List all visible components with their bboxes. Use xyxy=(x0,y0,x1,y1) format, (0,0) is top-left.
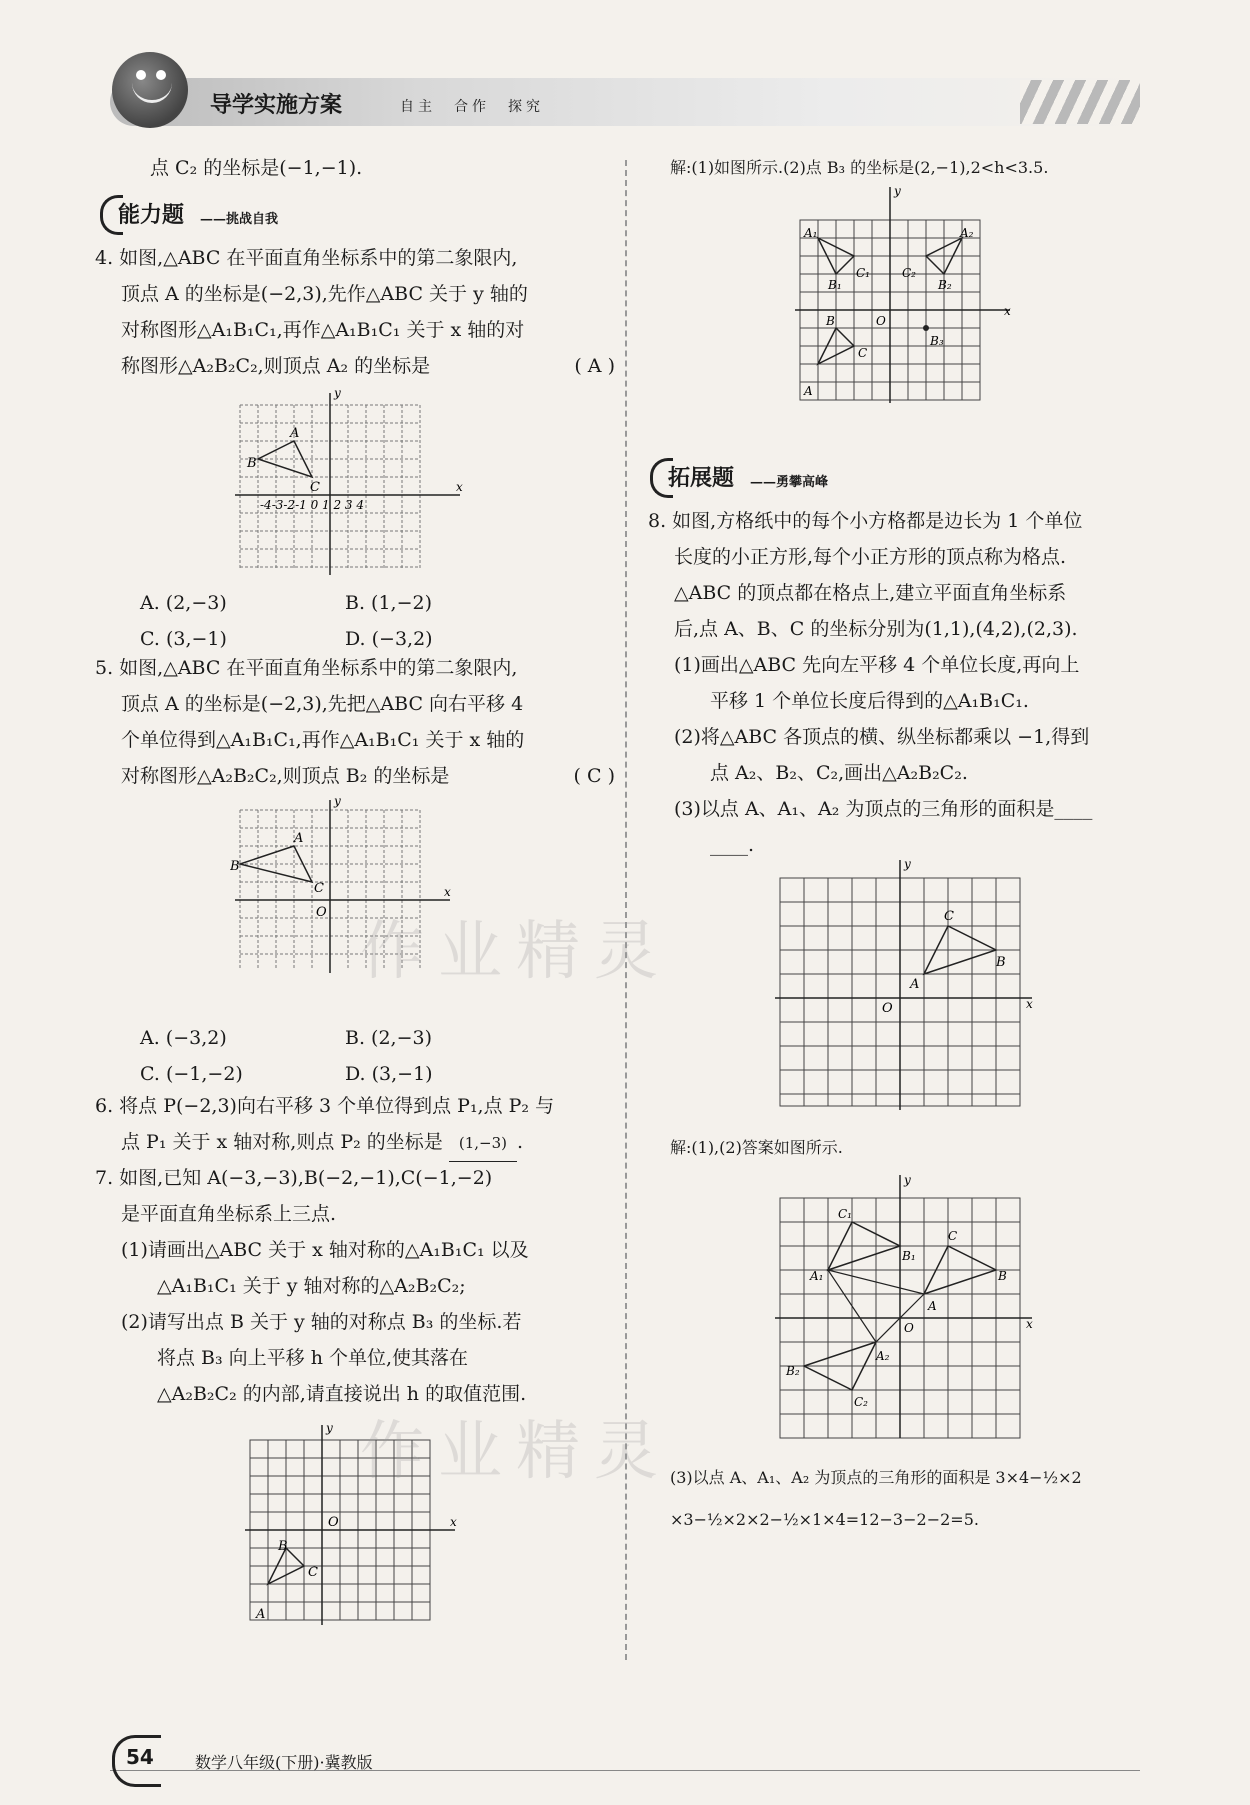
svg-text:O: O xyxy=(316,905,327,920)
svg-text:B₂: B₂ xyxy=(938,278,952,292)
q8-line: ____. xyxy=(710,834,755,856)
section-subtitle-extension: ——勇攀高峰 xyxy=(750,475,829,490)
svg-text:x: x xyxy=(1004,304,1011,318)
q5-line: 对称图形△A₂B₂C₂,则顶点 B₂ 的坐标是 xyxy=(121,765,450,787)
q7-line: 7. 如图,已知 A(−3,−3),B(−2,−1),C(−1,−2) xyxy=(95,1167,493,1189)
svg-text:C: C xyxy=(314,881,324,896)
svg-text:B₂: B₂ xyxy=(786,1364,800,1378)
svg-text:C₁: C₁ xyxy=(838,1207,852,1221)
svg-text:A₁: A₁ xyxy=(810,1269,824,1283)
svg-text:A: A xyxy=(256,1607,266,1622)
q4-option-c: C. (3,−1) xyxy=(140,628,227,650)
question-4 xyxy=(95,240,615,384)
svg-text:C: C xyxy=(944,909,954,924)
header-stripes xyxy=(1020,80,1140,124)
q8-line: (1)画出△ABC 先向左平移 4 个单位长度,再向上 xyxy=(674,654,1080,676)
q8-line: 点 A₂、B₂、C₂,画出△A₂B₂C₂. xyxy=(710,762,968,784)
svg-text:y: y xyxy=(334,795,341,808)
q8-line: △ABC 的顶点都在格点上,建立平面直角坐标系 xyxy=(674,582,1067,604)
q7-line: △A₂B₂C₂ 的内部,请直接说出 h 的取值范围. xyxy=(157,1383,527,1405)
q7-line: 将点 B₃ 向上平移 h 个单位,使其落在 xyxy=(157,1347,469,1369)
q7-line: 是平面直角坐标系上三点. xyxy=(121,1203,337,1225)
watermark: 作业精灵 xyxy=(360,1415,672,1489)
q5-line: 5. 如图,△ABC 在平面直角坐标系中的第二象限内, xyxy=(95,657,518,679)
q6-line: 点 P₁ 关于 x 轴对称,则点 P₂ 的坐标是 xyxy=(121,1131,443,1153)
q4-answer: ( A ) xyxy=(574,355,615,377)
svg-text:C₁: C₁ xyxy=(856,266,870,280)
header-subtitle: 自主 合作 探究 xyxy=(400,99,544,115)
svg-text:B: B xyxy=(998,1269,1007,1283)
q6-answer: (1,−3) xyxy=(449,1125,517,1162)
question-7 xyxy=(95,1160,615,1412)
q4-figure xyxy=(230,385,470,575)
svg-text:B: B xyxy=(247,456,257,471)
svg-text:C: C xyxy=(948,1229,958,1243)
q5-options xyxy=(140,1020,620,1092)
svg-text:B₁: B₁ xyxy=(902,1249,916,1263)
svg-text:A₁: A₁ xyxy=(804,226,818,240)
watermark: 作业精灵 xyxy=(360,915,672,989)
svg-text:C₂: C₂ xyxy=(902,266,916,280)
q4-option-a: A. (2,−3) xyxy=(140,592,227,614)
q4-line: 对称图形△A₁B₁C₁,再作△A₁B₁C₁ 关于 x 轴的对 xyxy=(121,319,525,341)
q5-option-a: A. (−3,2) xyxy=(140,1027,227,1049)
q8-line: 长度的小正方形,每个小正方形的顶点称为格点. xyxy=(674,546,1067,568)
svg-text:A: A xyxy=(294,831,304,846)
q5-option-c: C. (−1,−2) xyxy=(140,1063,243,1085)
q4-line: 称图形△A₂B₂C₂,则顶点 A₂ 的坐标是 xyxy=(121,355,431,377)
svg-text:O: O xyxy=(876,314,886,328)
svg-text:C: C xyxy=(308,1565,318,1580)
q4-option-b: B. (1,−2) xyxy=(345,592,433,614)
question-5 xyxy=(95,650,615,794)
svg-text:x: x xyxy=(456,480,463,494)
q5-option-b: B. (2,−3) xyxy=(345,1027,433,1049)
q8-line: (2)将△ABC 各顶点的横、纵坐标都乘以 −1,得到 xyxy=(674,726,1090,748)
section-title-extension: 拓展题 xyxy=(668,466,735,491)
prev-answer-line: 点 C₂ 的坐标是(−1,−1). xyxy=(150,157,363,179)
svg-text:A: A xyxy=(910,977,920,992)
svg-text:y: y xyxy=(334,386,341,400)
svg-text:C: C xyxy=(858,346,868,360)
q5-option-d: D. (3,−1) xyxy=(345,1063,433,1085)
svg-text:-4-3-2-1 0 1 2 3 4: -4-3-2-1 0 1 2 3 4 xyxy=(260,498,365,512)
header-title: 导学实施方案 xyxy=(210,93,343,118)
svg-text:A: A xyxy=(804,384,813,398)
svg-text:A₂: A₂ xyxy=(876,1349,890,1363)
svg-text:A₂: A₂ xyxy=(960,226,974,240)
svg-text:x: x xyxy=(450,1515,457,1529)
book-title: 数学八年级(下册)·冀教版 xyxy=(195,1753,373,1772)
svg-text:y: y xyxy=(894,185,901,198)
q6-line: 6. 将点 P(−2,3)向右平移 3 个单位得到点 P₁,点 P₂ 与 xyxy=(95,1095,555,1117)
svg-text:y: y xyxy=(904,1173,911,1187)
q8-line: 8. 如图,方格纸中的每个小方格都是边长为 1 个单位 xyxy=(648,510,1083,532)
svg-text:B: B xyxy=(278,1539,288,1554)
q7-line: (1)请画出△ABC 关于 x 轴对称的△A₁B₁C₁ 以及 xyxy=(121,1239,529,1261)
q7-solution: 解:(1)如图所示.(2)点 B₃ 的坐标是(2,−1),2<h<3.5. xyxy=(670,158,1049,177)
q5-line: 个单位得到△A₁B₁C₁,再作△A₁B₁C₁ 关于 x 轴的 xyxy=(121,729,525,751)
q4-option-d: D. (−3,2) xyxy=(345,628,433,650)
svg-text:B: B xyxy=(996,955,1006,970)
svg-text:B: B xyxy=(826,314,835,328)
svg-text:y: y xyxy=(904,858,911,871)
q7-line: △A₁B₁C₁ 关于 y 轴对称的△A₂B₂C₂; xyxy=(157,1275,466,1297)
q8-solution-intro: 解:(1),(2)答案如图所示. xyxy=(670,1138,843,1157)
svg-text:O: O xyxy=(882,1001,893,1016)
q8-solution-line1: (3)以点 A、A₁、A₂ 为顶点的三角形的面积是 3×4−½×2 xyxy=(670,1468,1082,1487)
section-title-ability: 能力题 xyxy=(118,203,185,228)
svg-text:B₁: B₁ xyxy=(828,278,842,292)
svg-text:B: B xyxy=(230,859,240,874)
svg-text:B₃: B₃ xyxy=(930,334,944,348)
svg-text:A: A xyxy=(928,1299,937,1313)
question-6: 6. 将点 P(−2,3)向右平移 3 个单位得到点 P₁,点 P₂ 与 点 P₁ 关于 x 轴对称,则点 P₂ 的坐标是 (1,−3) . xyxy=(95,1088,615,1162)
svg-text:C: C xyxy=(310,480,320,495)
svg-text:x: x xyxy=(444,885,451,899)
q4-options xyxy=(140,585,620,657)
q4-line: 4. 如图,△ABC 在平面直角坐标系中的第二象限内, xyxy=(95,247,518,269)
svg-text:x: x xyxy=(1026,997,1033,1011)
q4-line: 顶点 A 的坐标是(−2,3),先作△ABC 关于 y 轴的 xyxy=(121,283,528,305)
q8-figure xyxy=(770,858,1040,1118)
svg-text:O: O xyxy=(328,1515,339,1530)
svg-text:C₂: C₂ xyxy=(854,1395,868,1409)
svg-text:A: A xyxy=(290,426,300,441)
q8-solution-figure xyxy=(770,1170,1040,1440)
question-8 xyxy=(648,503,1168,863)
q5-answer: ( C ) xyxy=(573,765,615,787)
q8-line: 后,点 A、B、C 的坐标分别为(1,1),(4,2),(2,3). xyxy=(674,618,1078,640)
svg-text:y: y xyxy=(326,1421,333,1435)
q8-line: (3)以点 A、A₁、A₂ 为顶点的三角形的面积是____ xyxy=(674,798,1093,820)
section-subtitle-ability: ——挑战自我 xyxy=(200,212,279,227)
q7-solution-figure xyxy=(790,185,1020,405)
q5-line: 顶点 A 的坐标是(−2,3),先把△ABC 向右平移 4 xyxy=(121,693,524,715)
svg-text:x: x xyxy=(1026,1317,1033,1331)
page-number: 54 xyxy=(126,1745,154,1769)
svg-text:O: O xyxy=(904,1321,914,1335)
q7-line: (2)请写出点 B 关于 y 轴的对称点 B₃ 的坐标.若 xyxy=(121,1311,522,1333)
q8-solution-line2: ×3−½×2×2−½×1×4=12−3−2−2=5. xyxy=(670,1510,979,1529)
q8-line: 平移 1 个单位长度后得到的△A₁B₁C₁. xyxy=(710,690,1029,712)
